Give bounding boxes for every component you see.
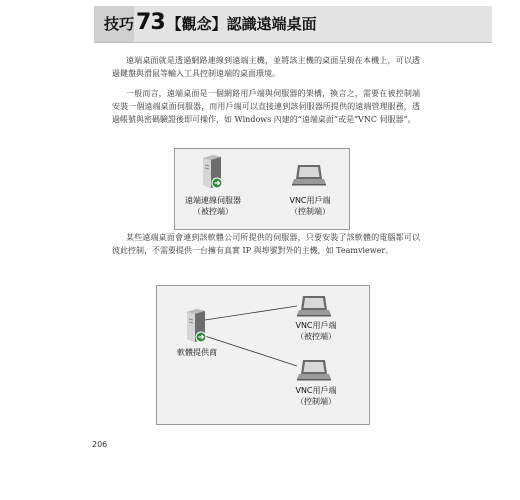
paragraph-vendor-relay: 某些遠端桌面會連到該軟體公司所提供的伺服器，只要安裝了該軟體的電腦都可以彼此控制，不需要提供一台擁有真實 IP 與埠號對外的主機，如 Teamviewer。 bbox=[112, 233, 420, 255]
title-text: 【觀念】認識遠端桌面 bbox=[166, 15, 317, 33]
title-prefix: 技巧 bbox=[104, 15, 135, 33]
laptop-icon bbox=[297, 358, 331, 382]
client2-label-1: VNC用戶端 bbox=[295, 386, 337, 395]
server-label-2: （被控端） bbox=[193, 207, 233, 216]
page-title bbox=[104, 10, 317, 35]
figure-direct-connection bbox=[174, 148, 350, 230]
client-label-1: VNC用戶端 bbox=[289, 196, 331, 205]
paragraph-architecture: 一般而言，遠端桌面是一個網路用戶端與伺服器的架構，換言之，需要在被控制端安裝一個遠端桌面伺服器，而用戶端可以直接連到該伺服器所提供的遠端管理服務，透過帳號與密碼驗證後即可操作，如 Windows 內建的“遠端桌面”或是“VNC 伺服器”。 bbox=[112, 89, 420, 124]
server-label-1: 遠端連線伺服器 bbox=[185, 196, 241, 205]
vendor-server-label: 軟體提供商 bbox=[177, 348, 217, 357]
laptop-icon bbox=[292, 163, 326, 187]
paragraph-intro: 遠端桌面就是透過網路連線到遠端主機，並將該主機的桌面呈現在本機上，可以透過鍵盤與滑鼠等輸入工具控制遠端的桌面環境。 bbox=[112, 56, 420, 78]
server-icon bbox=[199, 154, 225, 190]
page-number: 206 bbox=[92, 440, 108, 449]
client1-label-1: VNC用戶端 bbox=[295, 321, 337, 330]
connection-line-1 bbox=[205, 306, 297, 320]
figure-vendor-relay bbox=[156, 285, 370, 425]
title-number: 73 bbox=[136, 10, 165, 35]
client-label-2: （控制端） bbox=[290, 207, 330, 216]
server-icon bbox=[183, 308, 209, 344]
client1-label-2: （被控端） bbox=[296, 332, 336, 341]
laptop-icon bbox=[297, 294, 331, 318]
client2-label-2: （控制端） bbox=[296, 397, 336, 406]
